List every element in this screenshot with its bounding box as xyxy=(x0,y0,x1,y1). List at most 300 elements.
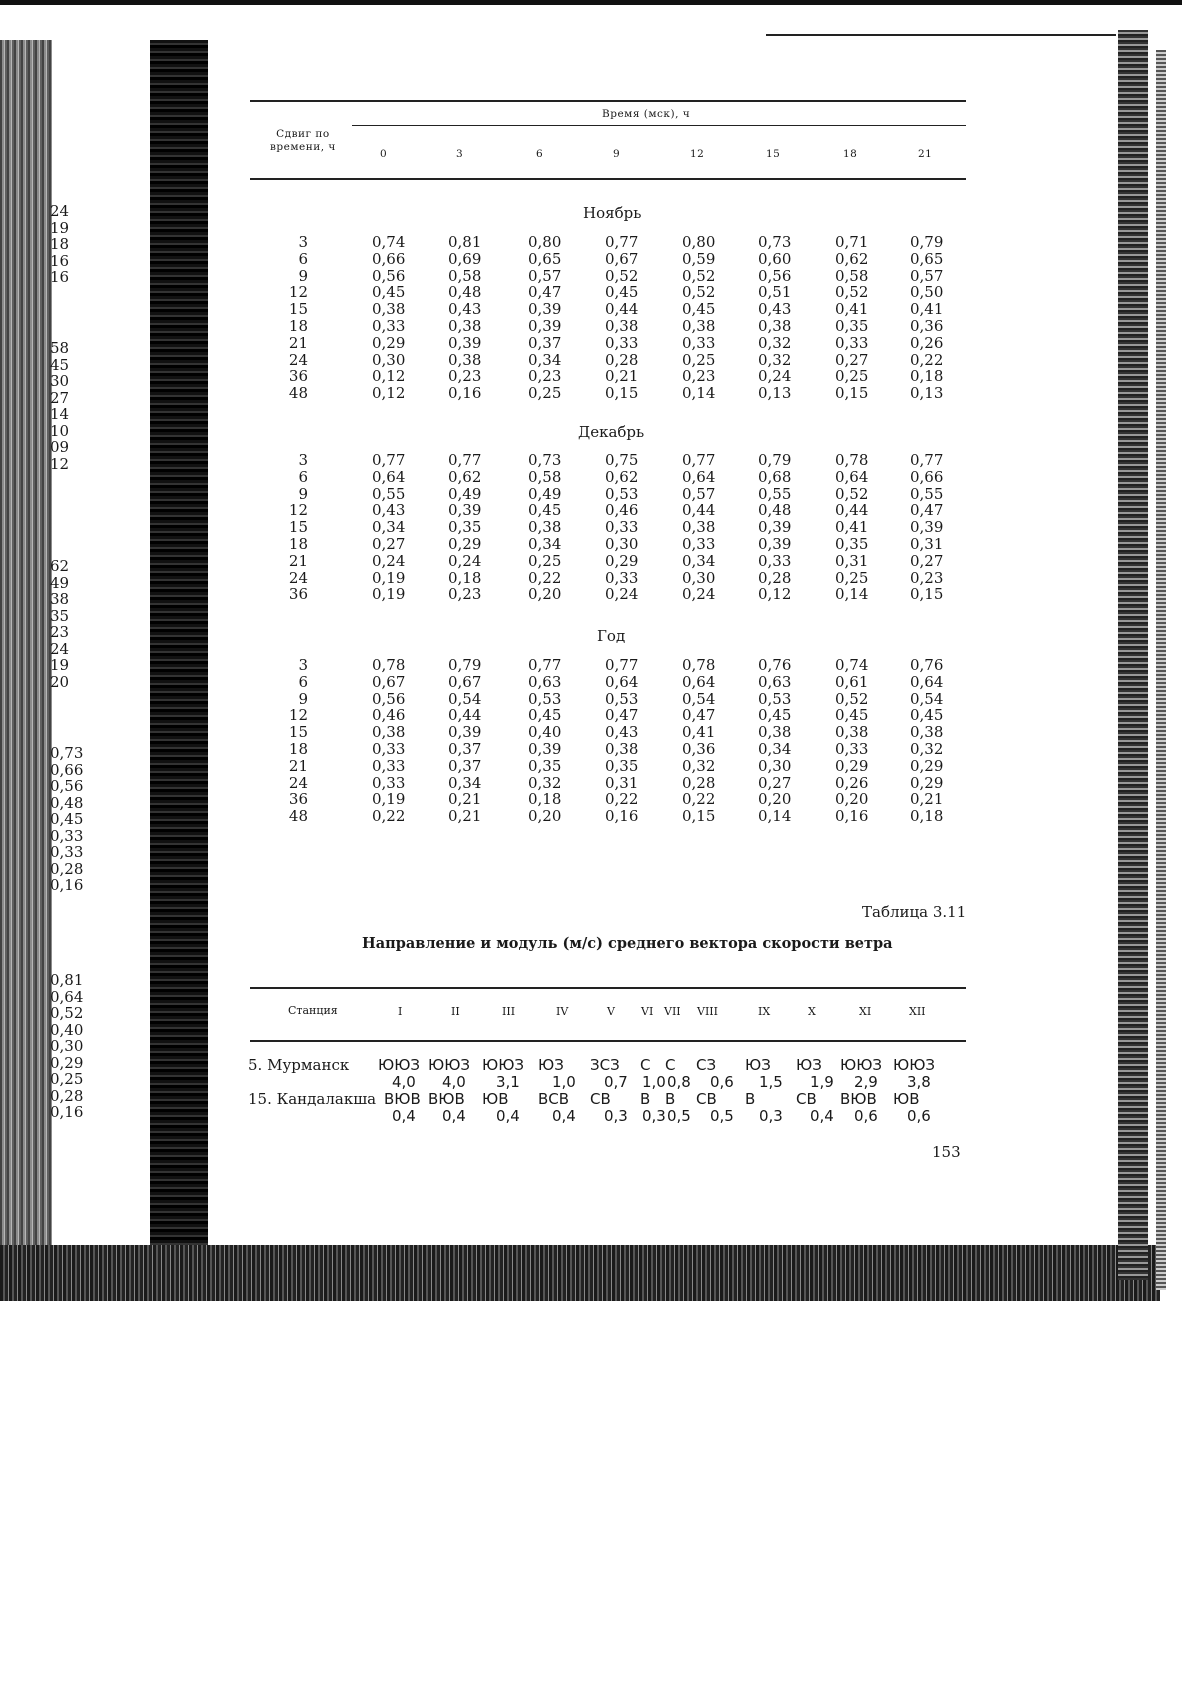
fragment-value: 27 xyxy=(50,388,70,407)
value-cell: 0,39 xyxy=(528,300,562,319)
wind-speed: 0,8 xyxy=(667,1073,691,1091)
value-cell: 0,77 xyxy=(448,451,482,469)
value-cell: 0,32 xyxy=(758,333,792,352)
wind-direction: В xyxy=(745,1090,756,1108)
value-cell: 0,28 xyxy=(758,568,792,587)
wind-speed: 1,0 xyxy=(552,1073,576,1091)
value-cell: 0,44 xyxy=(835,501,869,520)
month-header: VIII xyxy=(697,1005,718,1018)
left-page-fragment-4 xyxy=(50,745,100,894)
value-cell: 0,38 xyxy=(758,316,792,335)
value-cell: 0,52 xyxy=(605,266,639,285)
shift-cell: 24 xyxy=(288,568,308,587)
fragment-value: 0,16 xyxy=(50,876,84,894)
value-cell: 0,18 xyxy=(910,807,944,826)
value-cell: 0,34 xyxy=(682,551,716,570)
value-cell: 0,32 xyxy=(910,739,944,758)
wind-direction: ВСВ xyxy=(538,1090,570,1108)
shift-cell: 9 xyxy=(298,484,308,503)
fragment-value: 0,28 xyxy=(50,1086,84,1105)
value-cell: 0,26 xyxy=(910,333,944,352)
value-cell: 0,26 xyxy=(835,773,869,792)
table-3-11-top-rule xyxy=(250,987,966,989)
value-cell: 0,77 xyxy=(605,656,639,674)
value-cell: 0,33 xyxy=(605,518,639,537)
fragment-value: 24 xyxy=(50,202,70,220)
left-page-fragment-1 xyxy=(50,203,100,286)
value-cell: 0,20 xyxy=(758,790,792,809)
header-sub-rule xyxy=(352,125,966,126)
value-cell: 0,63 xyxy=(528,672,562,691)
value-cell: 0,66 xyxy=(372,249,406,268)
value-cell: 0,45 xyxy=(372,283,406,302)
value-cell: 0,33 xyxy=(372,739,406,758)
fragment-value: 0,30 xyxy=(50,1037,84,1055)
value-cell: 0,35 xyxy=(528,756,562,775)
value-cell: 0,28 xyxy=(682,773,716,792)
value-cell: 0,74 xyxy=(372,233,406,251)
value-cell: 0,22 xyxy=(910,350,944,369)
table-top-rule xyxy=(250,100,966,102)
value-cell: 0,45 xyxy=(528,501,562,520)
value-cell: 0,81 xyxy=(448,233,482,251)
value-cell: 0,38 xyxy=(682,518,716,537)
month-header: II xyxy=(451,1005,460,1018)
fragment-value: 38 xyxy=(50,590,70,608)
value-cell: 0,12 xyxy=(372,367,406,386)
value-cell: 0,53 xyxy=(605,689,639,708)
shift-cell: 6 xyxy=(298,467,308,486)
value-cell: 0,41 xyxy=(682,723,716,742)
value-cell: 0,12 xyxy=(372,384,406,403)
fragment-value: 0,29 xyxy=(50,1053,84,1072)
value-cell: 0,43 xyxy=(605,723,639,742)
value-cell: 0,55 xyxy=(372,484,406,503)
value-cell: 0,76 xyxy=(758,656,792,674)
fragment-value: 19 xyxy=(50,218,70,237)
left-page-fragment-2 xyxy=(50,340,100,472)
fragment-value: 0,16 xyxy=(50,1103,84,1121)
shift-cell: 48 xyxy=(288,807,308,826)
value-cell: 0,34 xyxy=(758,739,792,758)
shift-cell: 21 xyxy=(288,333,308,352)
shift-cell: 36 xyxy=(288,367,308,386)
value-cell: 0,24 xyxy=(682,585,716,604)
fragment-value: 0,73 xyxy=(50,744,84,762)
value-cell: 0,38 xyxy=(605,316,639,335)
shift-cell: 3 xyxy=(298,451,308,469)
value-cell: 0,74 xyxy=(835,656,869,674)
value-cell: 0,27 xyxy=(835,350,869,369)
value-cell: 0,33 xyxy=(372,773,406,792)
hour-header: 21 xyxy=(918,148,933,160)
fragment-value: 16 xyxy=(50,268,70,286)
fragment-value: 0,45 xyxy=(50,810,84,828)
hour-header: 9 xyxy=(613,148,621,160)
fragment-value: 0,48 xyxy=(50,793,84,812)
value-cell: 0,32 xyxy=(682,756,716,775)
value-cell: 0,20 xyxy=(528,585,562,604)
value-cell: 0,15 xyxy=(835,384,869,403)
value-cell: 0,73 xyxy=(528,451,562,469)
hour-header: 15 xyxy=(766,148,781,160)
value-cell: 0,41 xyxy=(835,518,869,537)
value-cell: 0,46 xyxy=(372,706,406,725)
value-cell: 0,77 xyxy=(372,451,406,469)
value-cell: 0,13 xyxy=(910,384,944,403)
wind-speed: 4,0 xyxy=(442,1073,466,1091)
value-cell: 0,23 xyxy=(448,367,482,386)
value-cell: 0,65 xyxy=(910,249,944,268)
fragment-value: 0,28 xyxy=(50,859,84,878)
wind-speed: 0,3 xyxy=(604,1107,628,1125)
value-cell: 0,15 xyxy=(910,585,944,604)
shift-cell: 12 xyxy=(288,501,308,520)
value-cell: 0,20 xyxy=(835,790,869,809)
value-cell: 0,24 xyxy=(605,585,639,604)
value-cell: 0,34 xyxy=(528,350,562,369)
wind-speed: 0,4 xyxy=(442,1107,466,1125)
value-cell: 0,52 xyxy=(835,283,869,302)
value-cell: 0,58 xyxy=(528,467,562,486)
value-cell: 0,16 xyxy=(605,807,639,826)
shift-cell: 21 xyxy=(288,756,308,775)
value-cell: 0,23 xyxy=(528,367,562,386)
value-cell: 0,66 xyxy=(910,467,944,486)
fragment-value: 23 xyxy=(50,623,70,641)
fragment-value: 62 xyxy=(50,557,70,575)
value-cell: 0,63 xyxy=(758,672,792,691)
wind-speed: 0,3 xyxy=(759,1107,783,1125)
shift-cell: 36 xyxy=(288,790,308,809)
fragment-value: 49 xyxy=(50,573,70,592)
value-cell: 0,69 xyxy=(448,249,482,268)
value-cell: 0,28 xyxy=(605,350,639,369)
shift-cell: 3 xyxy=(298,233,308,251)
month-header: VII xyxy=(664,1005,681,1018)
wind-speed: 3,8 xyxy=(907,1073,931,1091)
shift-cell: 18 xyxy=(288,316,308,335)
shift-cell: 48 xyxy=(288,384,308,403)
shift-cell: 36 xyxy=(288,585,308,604)
value-cell: 0,25 xyxy=(528,384,562,403)
value-cell: 0,60 xyxy=(758,249,792,268)
section-title-november: Ноябрь xyxy=(583,204,642,222)
value-cell: 0,20 xyxy=(528,807,562,826)
table-3-11-header-rule xyxy=(250,1040,966,1042)
scan-bottom-edge xyxy=(0,1245,1160,1301)
wind-speed: 0,6 xyxy=(907,1107,931,1125)
value-cell: 0,14 xyxy=(758,807,792,826)
wind-direction: С xyxy=(640,1056,651,1074)
wind-direction: ЮЮЗ xyxy=(378,1056,421,1074)
value-cell: 0,64 xyxy=(910,672,944,691)
fragment-value: 09 xyxy=(50,438,70,456)
value-cell: 0,23 xyxy=(910,568,944,587)
value-cell: 0,79 xyxy=(448,656,482,674)
wind-direction: ВЮВ xyxy=(840,1090,877,1108)
value-cell: 0,43 xyxy=(372,501,406,520)
value-cell: 0,53 xyxy=(758,689,792,708)
shift-cell: 12 xyxy=(288,283,308,302)
month-header: XII xyxy=(909,1005,926,1018)
value-cell: 0,29 xyxy=(372,333,406,352)
fragment-value: 0,25 xyxy=(50,1070,84,1088)
value-cell: 0,45 xyxy=(910,706,944,725)
wind-speed: 1,0 xyxy=(642,1073,666,1091)
value-cell: 0,30 xyxy=(605,534,639,553)
header-time: Время (мск), ч xyxy=(602,108,691,120)
scan-top-line xyxy=(766,34,1116,36)
value-cell: 0,37 xyxy=(448,739,482,758)
station-name: 5. Мурманск xyxy=(248,1056,350,1074)
value-cell: 0,19 xyxy=(372,790,406,809)
value-cell: 0,44 xyxy=(682,501,716,520)
wind-direction: ЮЗ xyxy=(745,1056,771,1074)
value-cell: 0,41 xyxy=(910,300,944,319)
shift-cell: 21 xyxy=(288,551,308,570)
value-cell: 0,77 xyxy=(528,656,562,674)
value-cell: 0,55 xyxy=(758,484,792,503)
scan-right-edge xyxy=(1118,30,1148,1280)
fragment-value: 10 xyxy=(50,421,70,440)
shift-cell: 24 xyxy=(288,350,308,369)
value-cell: 0,39 xyxy=(528,739,562,758)
station-name: 15. Кандалакша xyxy=(248,1090,377,1108)
value-cell: 0,44 xyxy=(448,706,482,725)
value-cell: 0,31 xyxy=(835,551,869,570)
hour-header: 6 xyxy=(536,148,544,160)
hour-header: 3 xyxy=(456,148,464,160)
value-cell: 0,29 xyxy=(605,551,639,570)
value-cell: 0,37 xyxy=(448,756,482,775)
month-header: X xyxy=(808,1005,816,1018)
value-cell: 0,57 xyxy=(528,266,562,285)
value-cell: 0,33 xyxy=(682,534,716,553)
month-header: V xyxy=(607,1005,615,1018)
wind-speed: 3,1 xyxy=(496,1073,520,1091)
value-cell: 0,75 xyxy=(605,451,639,469)
value-cell: 0,58 xyxy=(448,266,482,285)
value-cell: 0,22 xyxy=(605,790,639,809)
value-cell: 0,44 xyxy=(605,300,639,319)
value-cell: 0,29 xyxy=(448,534,482,553)
fragment-value: 24 xyxy=(50,639,70,658)
value-cell: 0,46 xyxy=(605,501,639,520)
value-cell: 0,38 xyxy=(605,739,639,758)
wind-direction: В xyxy=(640,1090,651,1108)
value-cell: 0,30 xyxy=(682,568,716,587)
value-cell: 0,36 xyxy=(910,316,944,335)
value-cell: 0,53 xyxy=(605,484,639,503)
value-cell: 0,47 xyxy=(528,283,562,302)
header-shift: Сдвиг по времени, ч xyxy=(270,128,336,153)
value-cell: 0,49 xyxy=(448,484,482,503)
value-cell: 0,31 xyxy=(910,534,944,553)
value-cell: 0,67 xyxy=(448,672,482,691)
value-cell: 0,52 xyxy=(835,689,869,708)
left-page-fragment-5 xyxy=(50,972,100,1121)
value-cell: 0,18 xyxy=(448,568,482,587)
value-cell: 0,40 xyxy=(528,723,562,742)
value-cell: 0,48 xyxy=(758,501,792,520)
scan-right-edge-outer xyxy=(1156,50,1166,1290)
shift-cell: 9 xyxy=(298,689,308,708)
value-cell: 0,16 xyxy=(835,807,869,826)
section-title-year: Год xyxy=(597,627,626,645)
value-cell: 0,55 xyxy=(910,484,944,503)
value-cell: 0,38 xyxy=(528,518,562,537)
value-cell: 0,52 xyxy=(682,266,716,285)
wind-speed: 1,5 xyxy=(759,1073,783,1091)
value-cell: 0,21 xyxy=(448,790,482,809)
value-cell: 0,73 xyxy=(758,233,792,251)
wind-direction: ЮЮЗ xyxy=(893,1056,936,1074)
value-cell: 0,67 xyxy=(372,672,406,691)
value-cell: 0,47 xyxy=(605,706,639,725)
value-cell: 0,19 xyxy=(372,585,406,604)
wind-direction: С xyxy=(665,1056,676,1074)
value-cell: 0,22 xyxy=(528,568,562,587)
value-cell: 0,71 xyxy=(835,233,869,251)
value-cell: 0,48 xyxy=(448,283,482,302)
value-cell: 0,32 xyxy=(758,350,792,369)
value-cell: 0,33 xyxy=(835,739,869,758)
value-cell: 0,52 xyxy=(682,283,716,302)
value-cell: 0,39 xyxy=(448,723,482,742)
value-cell: 0,78 xyxy=(372,656,406,674)
value-cell: 0,33 xyxy=(605,333,639,352)
section-title-december: Декабрь xyxy=(578,423,645,441)
fragment-value: 0,33 xyxy=(50,843,84,861)
value-cell: 0,68 xyxy=(758,467,792,486)
value-cell: 0,53 xyxy=(528,689,562,708)
month-header: IV xyxy=(556,1005,569,1018)
wind-speed: 0,3 xyxy=(642,1107,666,1125)
value-cell: 0,78 xyxy=(835,451,869,469)
left-page-fragment-3 xyxy=(50,558,100,690)
shift-cell: 9 xyxy=(298,266,308,285)
wind-direction: ЮВ xyxy=(482,1090,509,1108)
value-cell: 0,80 xyxy=(682,233,716,251)
shift-cell: 24 xyxy=(288,773,308,792)
value-cell: 0,77 xyxy=(682,451,716,469)
value-cell: 0,67 xyxy=(605,249,639,268)
wind-direction: СВ xyxy=(696,1090,717,1108)
scan-left-edge xyxy=(0,40,52,1260)
value-cell: 0,22 xyxy=(682,790,716,809)
wind-direction: В xyxy=(665,1090,676,1108)
value-cell: 0,33 xyxy=(682,333,716,352)
value-cell: 0,77 xyxy=(605,233,639,251)
value-cell: 0,58 xyxy=(835,266,869,285)
value-cell: 0,78 xyxy=(682,656,716,674)
wind-speed: 0,5 xyxy=(710,1107,734,1125)
fragment-value: 14 xyxy=(50,405,70,423)
value-cell: 0,14 xyxy=(835,585,869,604)
value-cell: 0,29 xyxy=(835,756,869,775)
value-cell: 0,76 xyxy=(910,656,944,674)
value-cell: 0,54 xyxy=(682,689,716,708)
value-cell: 0,41 xyxy=(835,300,869,319)
fragment-value: 0,56 xyxy=(50,777,84,795)
wind-direction: ВЮВ xyxy=(384,1090,421,1108)
wind-direction: СВ xyxy=(796,1090,817,1108)
shift-cell: 6 xyxy=(298,672,308,691)
book-spine-shadow xyxy=(150,40,208,1280)
value-cell: 0,50 xyxy=(910,283,944,302)
wind-direction: ЗСЗ xyxy=(590,1056,620,1074)
value-cell: 0,23 xyxy=(448,585,482,604)
value-cell: 0,38 xyxy=(835,723,869,742)
value-cell: 0,12 xyxy=(758,585,792,604)
value-cell: 0,37 xyxy=(528,333,562,352)
month-header: I xyxy=(398,1005,403,1018)
value-cell: 0,54 xyxy=(448,689,482,708)
value-cell: 0,24 xyxy=(372,551,406,570)
value-cell: 0,45 xyxy=(758,706,792,725)
table-3-11-label: Таблица 3.11 xyxy=(862,903,967,921)
value-cell: 0,43 xyxy=(758,300,792,319)
value-cell: 0,25 xyxy=(835,568,869,587)
wind-direction: ЮЗ xyxy=(796,1056,822,1074)
fragment-value: 12 xyxy=(50,454,70,473)
hour-header: 12 xyxy=(690,148,705,160)
month-header: III xyxy=(502,1005,516,1018)
wind-speed: 0,7 xyxy=(604,1073,628,1091)
value-cell: 0,33 xyxy=(372,756,406,775)
value-cell: 0,34 xyxy=(372,518,406,537)
wind-speed: 0,4 xyxy=(552,1107,576,1125)
wind-direction: ЮВ xyxy=(893,1090,920,1108)
wind-speed: 0,4 xyxy=(496,1107,520,1125)
value-cell: 0,38 xyxy=(910,723,944,742)
wind-speed: 0,5 xyxy=(667,1107,691,1125)
value-cell: 0,65 xyxy=(528,249,562,268)
value-cell: 0,43 xyxy=(448,300,482,319)
value-cell: 0,79 xyxy=(758,451,792,469)
wind-speed: 0,4 xyxy=(392,1107,416,1125)
value-cell: 0,62 xyxy=(448,467,482,486)
value-cell: 0,45 xyxy=(835,706,869,725)
value-cell: 0,38 xyxy=(448,350,482,369)
shift-cell: 12 xyxy=(288,706,308,725)
wind-speed: 1,9 xyxy=(810,1073,834,1091)
value-cell: 0,39 xyxy=(758,534,792,553)
wind-speed: 0,4 xyxy=(810,1107,834,1125)
value-cell: 0,39 xyxy=(448,333,482,352)
value-cell: 0,57 xyxy=(682,484,716,503)
shift-cell: 3 xyxy=(298,656,308,674)
value-cell: 0,24 xyxy=(758,367,792,386)
value-cell: 0,35 xyxy=(605,756,639,775)
value-cell: 0,19 xyxy=(372,568,406,587)
fragment-value: 20 xyxy=(50,672,70,691)
value-cell: 0,25 xyxy=(835,367,869,386)
value-cell: 0,51 xyxy=(758,283,792,302)
fragment-value: 19 xyxy=(50,656,70,674)
value-cell: 0,29 xyxy=(910,756,944,775)
value-cell: 0,38 xyxy=(372,300,406,319)
value-cell: 0,57 xyxy=(910,266,944,285)
wind-speed: 0,6 xyxy=(854,1107,878,1125)
value-cell: 0,38 xyxy=(682,316,716,335)
value-cell: 0,16 xyxy=(448,384,482,403)
value-cell: 0,34 xyxy=(448,773,482,792)
wind-speed: 0,6 xyxy=(710,1073,734,1091)
value-cell: 0,21 xyxy=(448,807,482,826)
value-cell: 0,33 xyxy=(372,316,406,335)
